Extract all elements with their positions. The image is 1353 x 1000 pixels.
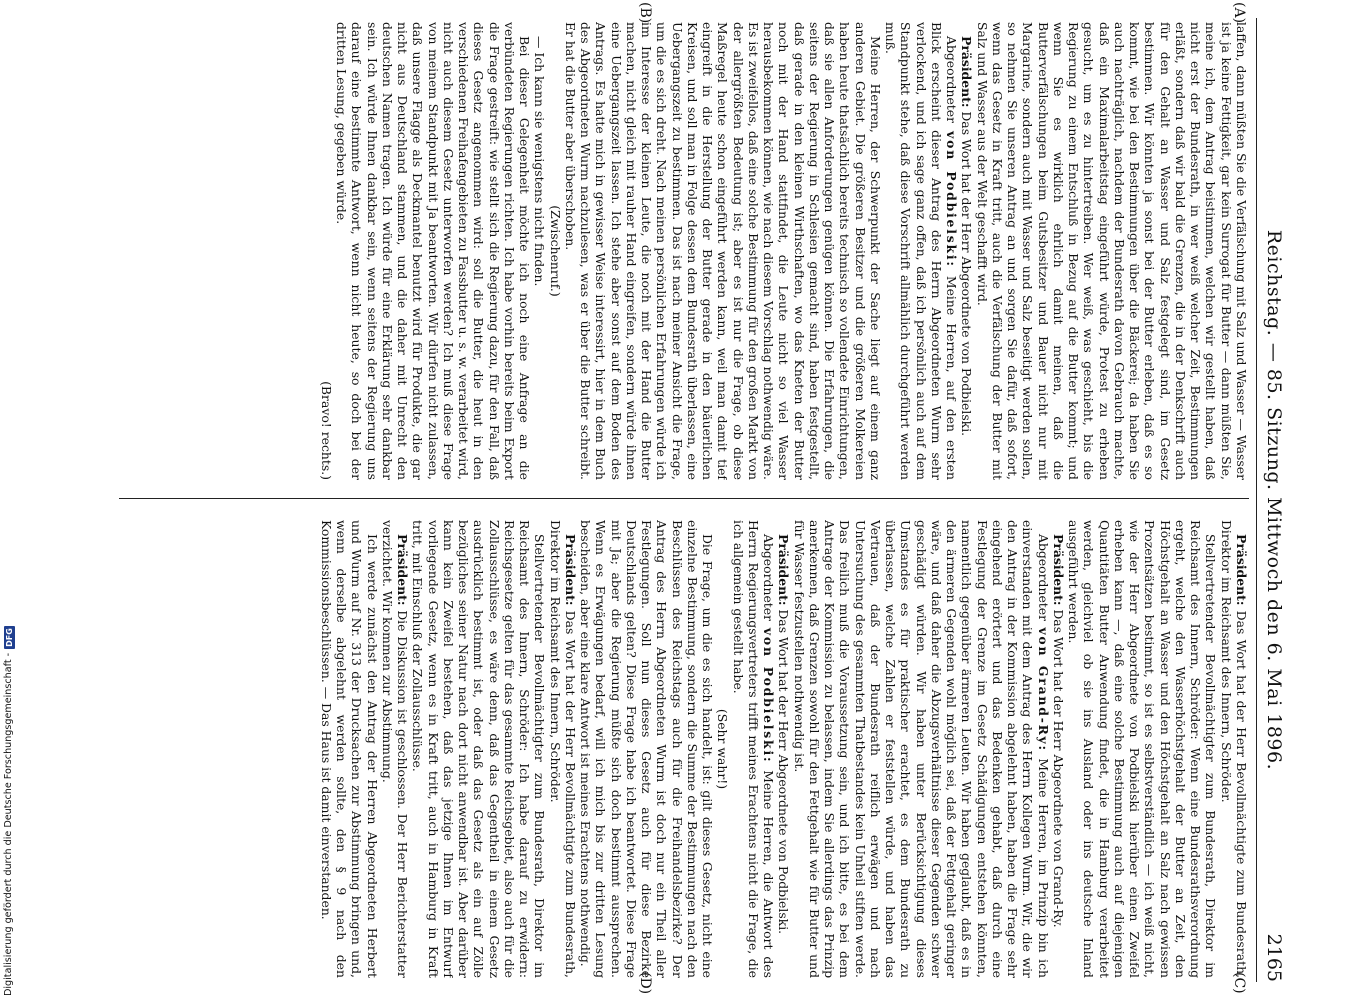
- speaker-title: Abgeordneter: [761, 534, 777, 622]
- page-number: 2165: [1263, 933, 1285, 982]
- page-header: [1261, 18, 1287, 982]
- paragraph: — Ich kann sie wenigstens nicht finden.: [532, 36, 548, 287]
- speaker-label: Präsident:: [563, 534, 578, 606]
- speaker-name: von Podbielski:: [761, 627, 777, 764]
- digitization-credit: [2, 604, 16, 996]
- speaker-label: Präsident:: [1051, 534, 1066, 606]
- right-column: [58, 520, 1249, 978]
- paragraph: [1051, 520, 1066, 978]
- paragraph-text: Das Wort hat der Herr Bevollmächtigte zum Bundesrath, Direktor im Reichsamt des Innern, Schröder.: [547, 520, 578, 978]
- speaker-label: Präsident:: [1234, 534, 1249, 606]
- speaker-title: Abgeordneter: [944, 36, 960, 124]
- paragraph: [792, 520, 1051, 978]
- interjection: (Bravo! rechts.): [319, 381, 334, 480]
- paragraph: [731, 520, 777, 978]
- speaker-label: Präsident:: [776, 534, 792, 606]
- margin-marker-c: (C): [1231, 972, 1247, 994]
- paragraph-text: Das Wort hat der Herr Abgeordnete von Podbielski.: [776, 609, 792, 935]
- speaker-label: Präsident:: [395, 534, 411, 606]
- paragraph: [959, 22, 974, 480]
- paragraph: [776, 520, 791, 978]
- paragraph-text: Das Wort hat der Herr Bevollmächtigte zum Bundesrath, Direktor im Reichsamt des Innern, Schröder.: [1218, 520, 1249, 978]
- paragraph: Stellvertretender Bevollmächtigter zum Bundesrath, Direktor im Reichsamt des Innern, Schröder: Ich habe darauf zu erwidern: Reichsgesetze gelten für das gesammte Reichsgebiet, also auch für die Zollausschlüsse, es wäre denn, daß das Gegentheil in einem Gesetz ausdrücklich bestimmt ist, oder daß das Gesetz als ein auf Zölle bezügliches seiner Natur nach dort nicht anwendbar ist. Aber darüber kann kein Zweifel bestehen, daß das jetzige Ihnen im Entwurf vorliegende Gesetz, wenn es in Kraft tritt, auch in Hamburg in Kraft tritt, mit Einschluß der Zollausschlüsse.: [410, 520, 548, 978]
- paragraph: [883, 22, 959, 480]
- paragraph-text: Meine Herren, auf den ersten Blick erscheint dieser Antrag des Herrn Abgeordneten Wurm sehr verlockend, und ich sage ganz offen, daß ich persönlich auch auf dem Standpunkt stehe, daß diese Vorschrift allmählich durchgeführt werden muß.: [883, 22, 960, 480]
- paragraph-text: Das Wort hat der Herr Abgeordnete von Podbielski.: [959, 111, 975, 437]
- interjection: (Sehr wahr!): [715, 708, 731, 790]
- margin-marker-b: (B): [637, 2, 653, 24]
- speaker-name: von Podbielski:: [944, 131, 960, 268]
- paragraph: [548, 520, 579, 978]
- paragraph-text: Die Diskussion ist geschlossen. Der Herr Berichterstatter verzichtet. Wir kommen zur Abstimmung.: [380, 520, 411, 978]
- paragraph-text: Meine Herren, die Antwort des Herrn Regierungsvertreters trifft meines Erachtens nicht die Frage, die ich allgemein gestellt habe.: [730, 520, 777, 978]
- speaker-title: Abgeordneter: [1035, 534, 1051, 622]
- paragraph: Ich werde zunächst den Antrag der Herren Abgeordneten Herbert und Wurm auf Nr. 313 der Drucksachen zur Abstimmung bringen und, wenn derselbe abgelehnt werden sollte, den § 9 nach den Kommissionsbeschlüssen. — Das Haus ist damit einverstanden.: [319, 520, 380, 978]
- margin-marker-a: (A): [1231, 2, 1247, 24]
- paragraph: Bei dieser Gelegenheit möchte ich noch eine Anfrage an die verbündeten Regierungen richten. Ich habe vorhin bereits beim Export die Frage gestreift: wie stellt sich die Regierung dazu, für den Fall, daß dieses Gesetz angenommen wird: soll die Butter, die heut in den verschiedenen Freihafengebieten zu Fassbutter u. s. w. verarbeitet wird, nicht auch diesem Gesetz unterworfen werden? Ich muß diese Frage von meinem Standpunkt mit Ja beantworten. Wir dürfen nicht zulassen, daß unsere Flagge als Deckmantel benutzt wird für Produkte, die gar nicht aus Deutschland stammen, und die daher mit Unrecht den deutschen Namen tragen. Ich würde für eine Erklärung sehr dankbar sein. Ich würde Ihnen dankbar sein, wenn seitens der Regierung uns darauf eine bestimmte Antwort, wenn nicht heute, so doch bei der dritten Lesung, gegeben würde.: [334, 22, 533, 480]
- paragraph: [1219, 520, 1250, 978]
- header-rule: [1256, 18, 1257, 982]
- margin-marker-d: (D): [637, 972, 653, 995]
- speaker-label: Präsident:: [959, 36, 975, 108]
- paragraph: Meine Herren, der Schwerpunkt der Sache liegt auf einem ganz anderen Gebiet. Die größeren Besitzer und die größeren Molkereien haben heute thatsächlich bereits technisch so vollendete Einrichtungen, daß sie allen Anforderungen genügen können. Die Erfahrungen, die seitens der Regierung in Schlesien gemacht sind, haben festgestellt, daß gerade in den kleinen Wirthschaften, wo das Kneten der Butter noch mit der Hand stattfindet, die Leute nicht so viel Wasser herausbekommen können, wie nach diesem Vorschlag nothwendig wäre. Es ist zweifellos, daß eine solche Bestimmung für den großen Markt von der allergrößten Bedeutung ist; aber es ist nur die Frage, ob diese Maßregel heute schon eingeführt werden kann, weil man damit tief eingreift in die Herstellung der Butter gerade in den bäuerlichen Kreisen, und soll man in Folge dessen dem Bundesrath überlassen, eine Uebergangszeit zu bestimmen. Das ist nach meiner Ansicht die Frage, um die es sich dreht. Nach meinen persönlichen Erfahrungen würde ich im Interesse der kleinen Leute, die noch mit der Hand die Butter machen, nicht gleich mit rauher Hand eingreifen, sondern würde ihnen eine Uebergangszeit lassen. Ich stehe aber sonst auf dem Boden des Antrags. Es hatte mich in gewisser Weise interessirt, hier in dem Buch des Abgeordneten Wurm nachzulesen, was er über die Butter schreibt. Er hat die Butter aber überschoben.: [563, 22, 883, 480]
- credit-text: Digitalisierung gefördert durch die Deutsche Forschungsgemeinschaft -: [3, 652, 14, 996]
- interjection: (Zwischenruf.): [547, 205, 563, 297]
- paragraph: Die Frage, um die es sich handelt, ist: gilt dieses Gesetz, nicht eine einzelne Bestimmung, sondern die Summe der Bestimmungen nach den Beschlüssen des Reichstags auch für die Freihandelsbezirke? Der Antrag des Herrn Abgeordneten Wurm ist doch nur ein Theil aller Festlegungen. Soll nun dieses Gesetz auch für diese Bezirke Deutschlands gelten? Diese Frage habe ich beantwortet. Diese Frage mit Ja; aber die Regierung müßte sich doch bestimmt aussprechen. Wenn es Erwägungen bedarf, will ich mich bis zur dritten Lesung bescheiden, aber eine klare Antwort ist meines Erachtens nothwendig.: [578, 520, 716, 978]
- column-divider: [119, 498, 1249, 499]
- speaker-name: von Grand-Ry:: [1035, 627, 1051, 752]
- dfg-logo: DFG: [4, 628, 14, 647]
- paragraph: Stellvertretender Bevollmächtigter zum Bundesrath, Direktor im Reichsamt des Innern, Schröder: Wenn eine Bundesrathsverordnung ergeht, welche den Wasserhöchstgehalt der Butter an Zeit, den Höchstgehalt an Wasser und den Höchstgehalt an Salz nach gewissen Prozentsätzen bestimmt, so ist es selbstverständlich — ich weiß nicht, wie der Herr Abgeordnete von Podbielski hierüber einen Zweifel erheben kann —, daß eine solche Bestimmung auch auf diejenigen Quantitäten Butter Anwendung findet, die in Hamburg verarbeitet werden, gleichviel ob sie ins Ausland oder ins deutsche Inland ausgeführt werden.: [1066, 520, 1219, 978]
- paragraph: [380, 520, 411, 978]
- paragraph: laffen, dann müßten Sie die Verfälschung mit Salz und Wasser — Wasser ist ja keine Fettigkeit, gar kein Surrogat für Butter — dann müßten Sie, meine ich, dem Antrag beistimmen, welchen wir gestellt haben, daß nicht erst der Bundesrath, in wer weiß welcher Zeit, Bestimmungen erläßt, sondern daß wir bald die Grenzen, die in der Denkschrift auch für den Gehalt an Wasser und Salz festgelegt sind, im Gesetz bestimmen. Wir könnten ja sonst bei der Butter erleben, daß es so kommt, wie bei den Bestimmungen über die Bäckerei; da haben Sie auch nachträglich, nachdem der Bundesrath davon Gebrauch machte, daß ein Maximalarbeitstag eingeführt würde, Protest zu erheben gesucht, um es zu hintertreiben. Wer weiß, was geschieht, bis die Regierung zu einem Entschluß in Bezug auf die Butter kommt; und wenn Sie es wirklich ehrlich damit meinen, daß die Butterverfälschungen beim Gutsbesitzer und Bauer nicht nur mit Margarine, sondern auch mit Wasser und Salz beseitigt werden sollen, so nehmen Sie unseren Antrag an und sorgen Sie dafür, daß sofort, wenn das Gesetz in Kraft tritt, auch die Verfälschung der Butter mit Salz und Wasser aus der Welt geschafft wird.: [974, 22, 1249, 480]
- page-title: Reichstag. — 85. Sitzung. Mittwoch den 6. Mai 1896.: [1263, 229, 1285, 771]
- rotated-page: [48, 0, 1293, 1000]
- left-column: [58, 22, 1249, 480]
- paragraph-text: Meine Herren, im Prinzip bin ich einverstanden mit dem Antrag des Herrn Kollegen Wurm. Wir, die wir den Antrag in der Kommission abgelehnt haben, haben die Frage sehr eingehend erörtert und das Bedenken gehabt, daß durch eine Festlegung der Grenze im Gesetz Schädigungen entstehen könnten, namentlich gegenüber ärmeren Leuten. Wir haben geglaubt, daß es in den ärmeren Gegenden wohl möglich sei, daß der Fettgehalt geringer wäre, und daß daher die Abzugsverhältnisse dieser Gegenden schwer geschädigt würden. Wir haben unter Berücksichtigung dieses Umstandes es für praktischer erachtet, es dem Bundesrath zu überlassen, welche Zahlen er feststellen würde, und haben das Vertrauen, daß der Bundesrath reiflich erwägen und nach Untersuchung des gesammten Thatbestandes kein Unheil stiften werde. Das freilich muß die Voraussetzung sein, und ich bitte, es bei dem Antrage der Kommission zu belassen, indem Sie allerdings das Prinzip anerkennen, daß Grenzen sowohl für den Fettgehalt wie für Butter und für Wasser festzustellen nothwendig ist.: [791, 520, 1051, 978]
- paragraph-text: Das Wort hat der Herr Abgeordnete von Grand-Ry.: [1051, 609, 1066, 928]
